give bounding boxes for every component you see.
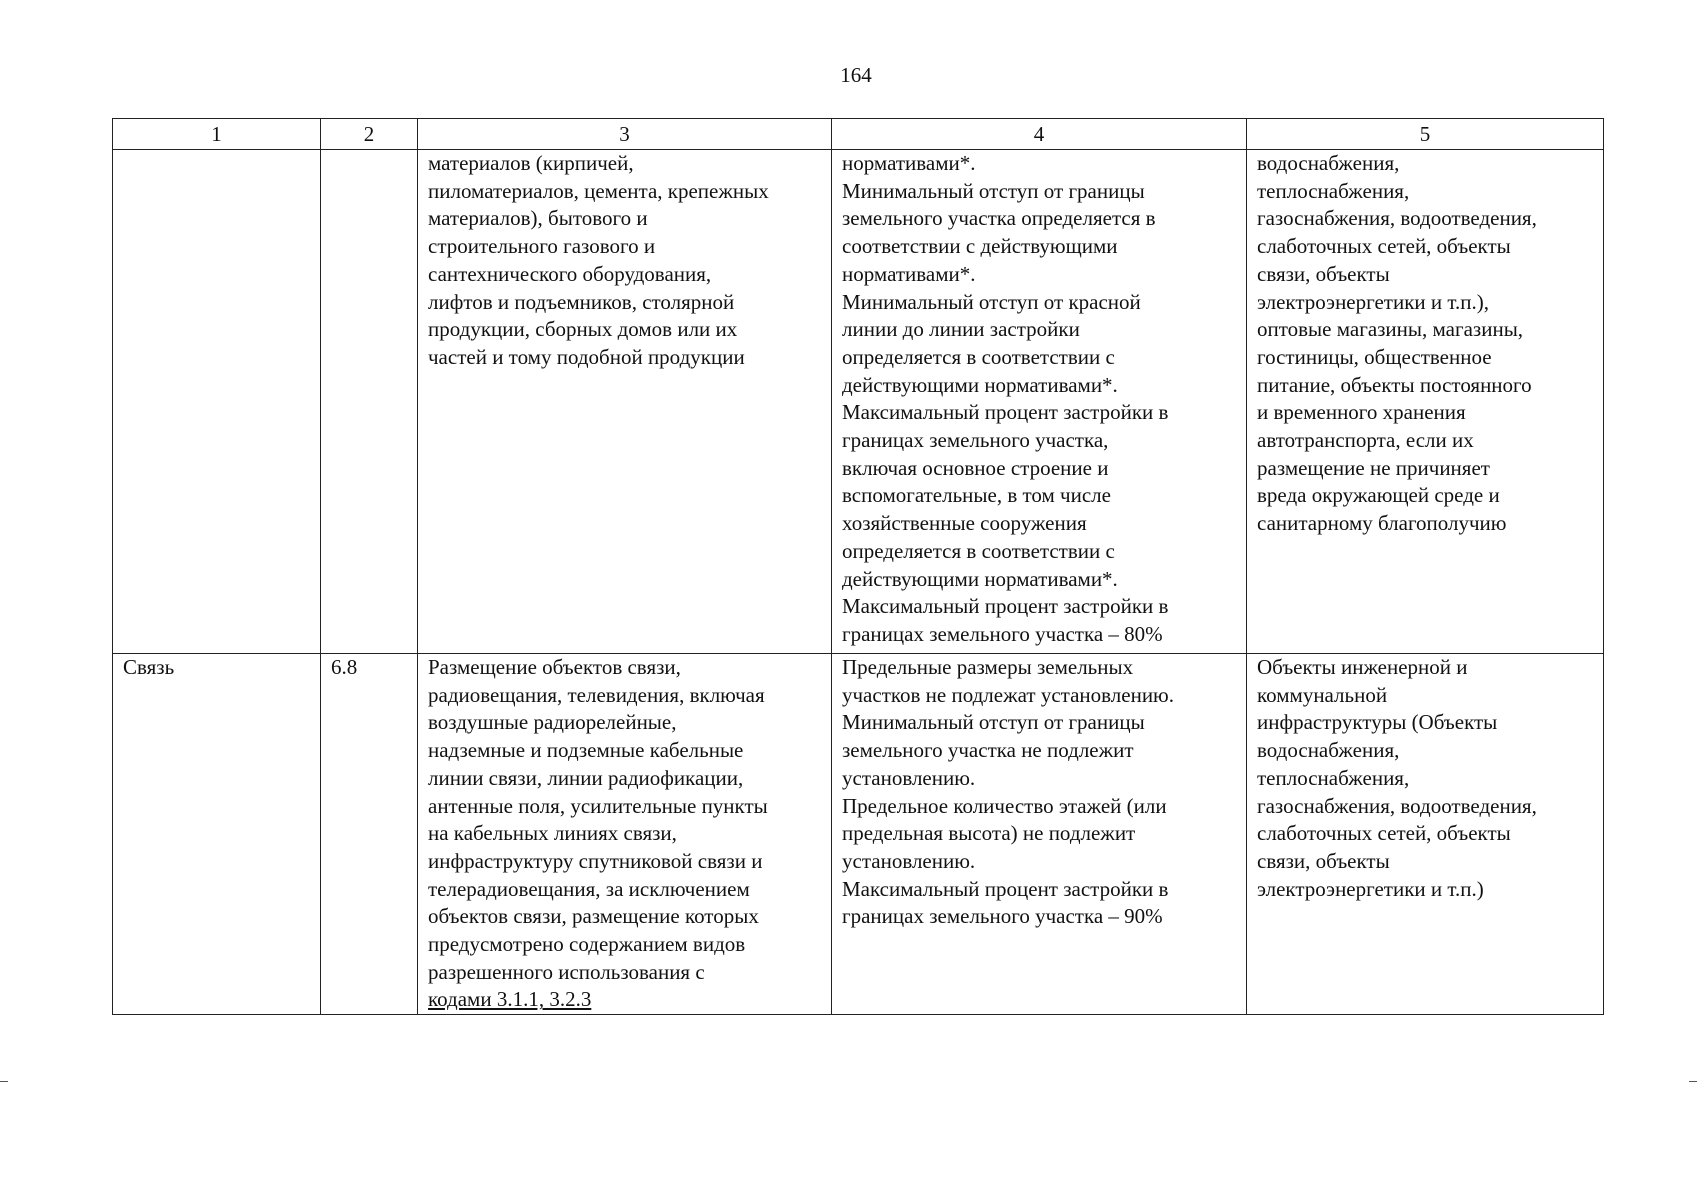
left-edge-mark — [0, 1081, 8, 1082]
cell-use-description: материалов (кирпичей, пиломатериалов, цемента, крепежных материалов), бытового и строительного газового и сантехнического оборудования, лифтов и подъемников, столярной продукции, сборных домов или их частей и тому подобной продукции — [418, 150, 832, 654]
zoning-table — [112, 118, 1604, 1015]
use-description-text: Размещение объектов связи, радиовещания, телевидения, включая воздушные радиорелейные, надземные и подземные кабельные линии связи, линии радиофикации, антенные поля, усилительные пункты на кабельных линиях связи, инфраструктуру спутниковой связи и телерадиовещания, за исключением объектов связи, размещение которых предусмотрено содержанием видов разрешенного использования с — [428, 655, 768, 984]
page-number: 164 — [840, 63, 872, 87]
column-header-5: 5 — [1247, 119, 1604, 150]
cell-use-code: 6.8 — [321, 654, 418, 1015]
table-row — [113, 654, 1604, 1015]
cell-parameters: Предельные размеры земельных участков не подлежат установлению. Минимальный отступ от границы земельного участка не подлежит установлению. Предельное количество этажей (или предельная высота) не подлежит установлению. Максимальный процент застройки в границах земельного участка – 90% — [832, 654, 1247, 1015]
column-header-2: 2 — [321, 119, 418, 150]
cell-use-name — [113, 150, 321, 654]
cell-parameters: нормативами*. Минимальный отступ от границы земельного участка определяется в соответствии с действующими нормативами*. Минимальный отступ от красной линии до линии застройки определяется в соответствии с действующими нормативами*. Максимальный процент застройки в границах земельного участка, включая основное строение и вспомогательные, в том числе хозяйственные сооружения определяется в соответствии с действующими нормативами*. Максимальный процент застройки в границах земельного участка – 80% — [832, 150, 1247, 654]
cell-use-description — [418, 654, 832, 1015]
cell-auxiliary-uses: водоснабжения, теплоснабжения, газоснабжения, водоотведения, слаботочных сетей, объекты связи, объекты электроэнергетики и т.п.), оптовые магазины, магазины, гостиницы, общественное питание, объекты постоянного и временного хранения автотранспорта, если их размещение не причиняет вреда окружающей среде и санитарному благополучию — [1247, 150, 1604, 654]
column-header-4: 4 — [832, 119, 1247, 150]
table-row — [113, 150, 1604, 654]
column-header-1: 1 — [113, 119, 321, 150]
table-header-row — [113, 119, 1604, 150]
cell-use-name: Связь — [113, 654, 321, 1015]
column-header-3: 3 — [418, 119, 832, 150]
cell-auxiliary-uses: Объекты инженерной и коммунальной инфраструктуры (Объекты водоснабжения, теплоснабжения, газоснабжения, водоотведения, слаботочных сетей, объекты связи, объекты электроэнергетики и т.п.) — [1247, 654, 1604, 1015]
right-edge-mark — [1689, 1081, 1697, 1082]
use-codes-reference: кодами 3.1.1, 3.2.3 — [428, 987, 592, 1012]
cell-use-code — [321, 150, 418, 654]
